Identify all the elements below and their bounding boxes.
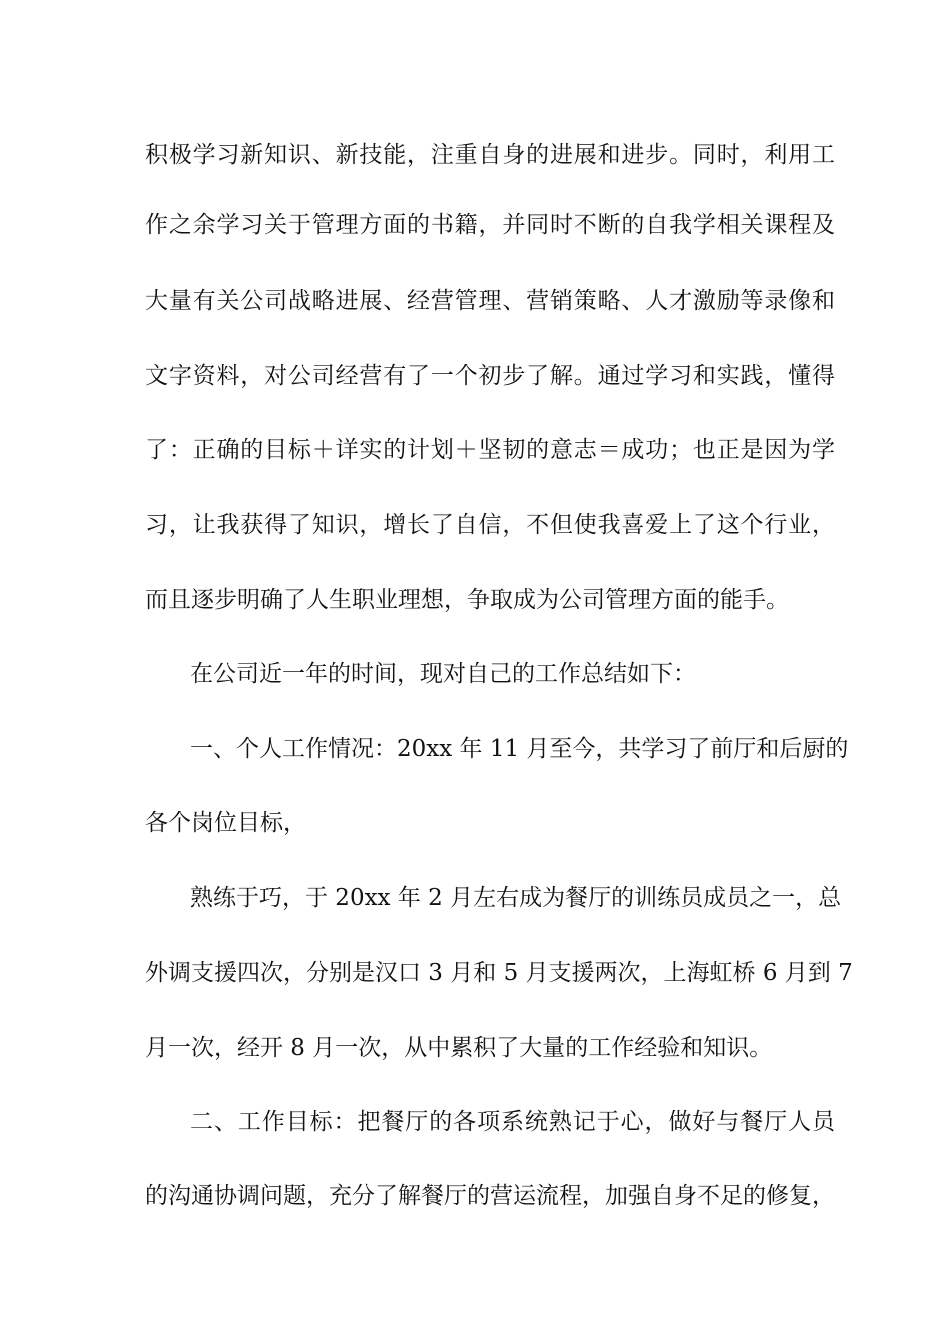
paragraph-line-1: 积极学习新知识、新技能，注重自身的进展和进步。同时，利用工 (145, 142, 835, 168)
paragraph-skill-line-2: 外调支援四次，分别是汉口 3 月和 5 月支援两次，上海虹桥 6 月到 7 (145, 960, 853, 986)
paragraph-line-4: 文字资料，对公司经营有了一个初步了解。通过学习和实践，懂得 (145, 363, 835, 389)
section-one-heading-line: 一、个人工作情况：20xx 年 11 月至今，共学习了前厅和后厨的 (190, 736, 849, 762)
paragraph-line-5: 了：正确的目标＋详实的计划＋坚韧的意志＝成功；也正是因为学 (145, 437, 835, 463)
section-two-line-2: 的沟通协调问题，充分了解餐厅的营运流程，加强自身不足的修复， (145, 1183, 835, 1209)
section-two-heading-line: 二、工作目标：把餐厅的各项系统熟记于心，做好与餐厅人员 (190, 1109, 835, 1135)
summary-intro-line: 在公司近一年的时间，现对自己的工作总结如下： (190, 661, 696, 687)
paragraph-line-6: 习，让我获得了知识，增长了自信，不但使我喜爱上了这个行业， (145, 512, 835, 538)
paragraph-skill-line-3: 月一次，经开 8 月一次，从中累积了大量的工作经验和知识。 (145, 1035, 773, 1061)
paragraph-line-2: 作之余学习关于管理方面的书籍，并同时不断的自我学相关课程及 (145, 212, 835, 238)
section-one-line-2: 各个岗位目标， (145, 810, 306, 836)
paragraph-skill-line-1: 熟练于巧，于 20xx 年 2 月左右成为餐厅的训练员成员之一，总 (190, 885, 842, 911)
paragraph-line-3: 大量有关公司战略进展、经营管理、营销策略、人才激励等录像和 (145, 288, 835, 314)
paragraph-line-7: 而且逐步明确了人生职业理想，争取成为公司管理方面的能手。 (145, 587, 789, 613)
